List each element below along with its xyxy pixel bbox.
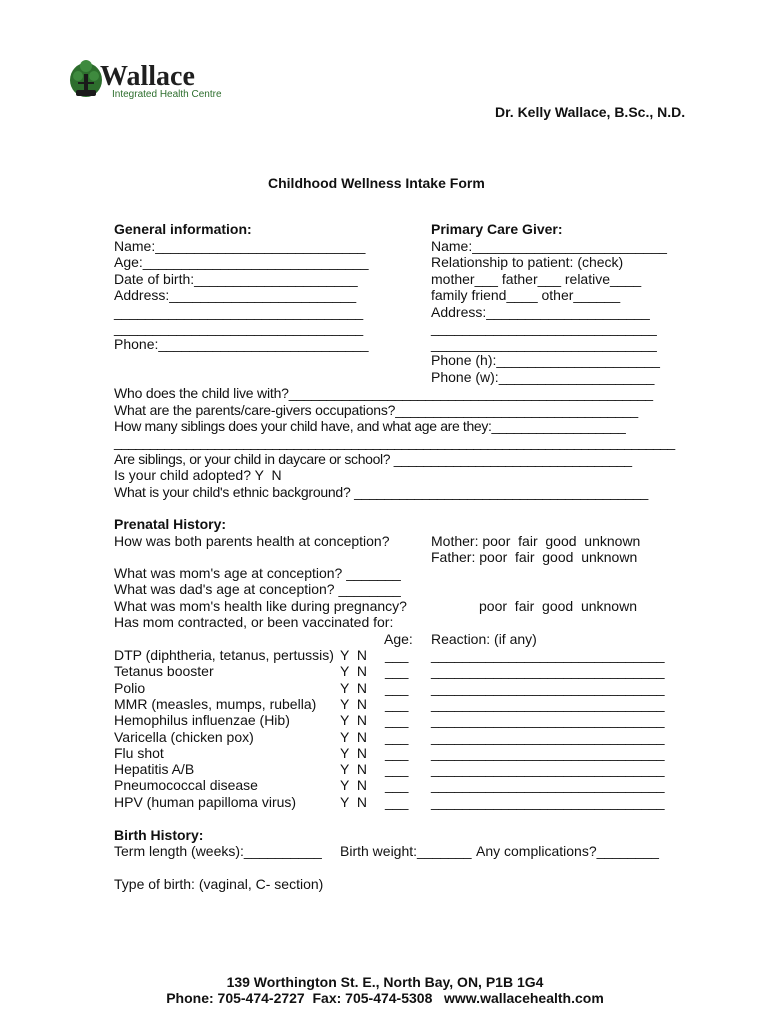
birth-type-question[interactable]: Type of birth: (vaginal, C- section) — [114, 876, 324, 892]
vaccine-reaction-field[interactable]: ______________________________ — [431, 761, 665, 777]
question-siblings-line-2[interactable]: ______________________________________________________________________________ — [114, 434, 675, 450]
birth-heading: Birth History: — [114, 827, 204, 843]
vaccine-age-field[interactable]: ___ — [385, 794, 409, 810]
vaccine-yes-no[interactable]: Y N — [340, 761, 367, 777]
vaccine-reaction-field[interactable]: ______________________________ — [431, 777, 665, 793]
caregiver-relationship-options-2[interactable]: family friend____ other______ — [431, 287, 621, 303]
vaccine-reaction-field[interactable]: ______________________________ — [431, 647, 665, 663]
vaccine-name: Varicella (chicken pox) — [114, 729, 254, 745]
caregiver-phone-home-field[interactable]: Phone (h):_____________________ — [431, 352, 660, 368]
mom-age-field[interactable]: What was mom's age at conception? _______ — [114, 565, 401, 581]
caregiver-address-line-3[interactable]: _____________________________ — [431, 336, 657, 352]
caregiver-address-field[interactable]: Address:_____________________ — [431, 304, 650, 320]
vaccine-reaction-field[interactable]: ______________________________ — [431, 663, 665, 679]
vaccinated-question: Has mom contracted, or been vaccinated for: — [114, 614, 394, 630]
prenatal-heading: Prenatal History: — [114, 516, 227, 532]
vaccine-age-field[interactable]: ___ — [385, 729, 409, 745]
term-length-field[interactable]: Term length (weeks):__________ — [114, 843, 322, 859]
footer-address: 139 Worthington St. E., North Bay, ON, P1B 1G4 — [226, 974, 544, 990]
vaccine-name: Tetanus booster — [114, 663, 214, 679]
general-address-line-2[interactable]: ________________________________ — [114, 304, 364, 320]
vaccine-name: DTP (diphtheria, tetanus, pertussis) — [114, 647, 334, 663]
vaccine-name: MMR (measles, mumps, rubella) — [114, 696, 317, 712]
logo-subtitle: Integrated Health Centre — [112, 89, 222, 100]
vaccine-age-field[interactable]: ___ — [385, 663, 409, 679]
birth-weight-field[interactable]: Birth weight:_______ — [340, 843, 472, 859]
father-health-options[interactable]: Father: poor fair good unknown — [431, 549, 638, 565]
caregiver-address-line-2[interactable]: _____________________________ — [431, 320, 657, 336]
dad-age-field[interactable]: What was dad's age at conception? ________ — [114, 581, 401, 597]
age-column-header: Age: — [384, 631, 413, 647]
vaccine-reaction-field[interactable]: ______________________________ — [431, 794, 665, 810]
doctor-name: Dr. Kelly Wallace, B.Sc., N.D. — [495, 104, 686, 120]
general-phone-field[interactable]: Phone:___________________________ — [114, 336, 369, 352]
general-dob-field[interactable]: Date of birth:_____________________ — [114, 271, 358, 287]
caregiver-phone-work-field[interactable]: Phone (w):____________________ — [431, 369, 655, 385]
vaccine-age-field[interactable]: ___ — [385, 712, 409, 728]
vaccine-age-field[interactable]: ___ — [385, 745, 409, 761]
vaccine-name: HPV (human papilloma virus) — [114, 794, 297, 810]
vaccine-yes-no[interactable]: Y N — [340, 663, 367, 679]
vaccine-reaction-field[interactable]: ______________________________ — [431, 729, 665, 745]
caregiver-relationship-label: Relationship to patient: (check) — [431, 254, 624, 270]
question-siblings[interactable]: How many siblings does your child have, and what age are they:__________________ — [114, 418, 626, 434]
vaccine-age-field[interactable]: ___ — [385, 761, 409, 777]
vaccine-yes-no[interactable]: Y N — [340, 729, 367, 745]
caregiver-relationship-options[interactable]: mother___ father___ relative____ — [431, 271, 642, 287]
caregiver-heading: Primary Care Giver: — [431, 221, 563, 237]
reaction-column-header: Reaction: (if any) — [431, 631, 537, 647]
vaccine-reaction-field[interactable]: ______________________________ — [431, 696, 665, 712]
vaccine-name: Polio — [114, 680, 146, 696]
form-title: Childhood Wellness Intake Form — [268, 175, 485, 191]
vaccine-name: Hemophilus influenzae (Hib) — [114, 712, 290, 728]
vaccine-yes-no[interactable]: Y N — [340, 680, 367, 696]
vaccine-age-field[interactable]: ___ — [385, 647, 409, 663]
mom-health-options[interactable]: poor fair good unknown — [479, 598, 637, 614]
question-ethnic[interactable]: What is your child's ethnic background? _______________________________________ — [114, 484, 649, 500]
vaccine-reaction-field[interactable]: ______________________________ — [431, 680, 665, 696]
general-heading: General information: — [114, 221, 252, 237]
prenatal-health-question: How was both parents health at conception? — [114, 533, 390, 549]
footer-contact: Phone: 705-474-2727 Fax: 705-474-5308 www.wallacehealth.com — [166, 990, 604, 1006]
vaccine-yes-no[interactable]: Y N — [340, 745, 367, 761]
question-lives-with[interactable]: Who does the child live with?________________________________________________ — [114, 385, 653, 401]
logo-wordmark: Wallace — [100, 61, 195, 92]
vaccine-yes-no[interactable]: Y N — [340, 696, 367, 712]
caregiver-name-field[interactable]: Name:_________________________ — [431, 238, 667, 254]
mom-health-question: What was mom's health like during pregnancy? — [114, 598, 407, 614]
vaccine-reaction-field[interactable]: ______________________________ — [431, 745, 665, 761]
vaccine-age-field[interactable]: ___ — [385, 680, 409, 696]
general-address-line-3[interactable]: ________________________________ — [114, 320, 364, 336]
question-occupations[interactable]: What are the parents/care-givers occupations?________________________________ — [114, 402, 639, 418]
general-name-field[interactable]: Name:___________________________ — [114, 238, 366, 254]
vaccine-reaction-field[interactable]: ______________________________ — [431, 712, 665, 728]
mother-health-options[interactable]: Mother: poor fair good unknown — [431, 533, 641, 549]
question-adopted[interactable]: Is your child adopted? Y N — [114, 467, 282, 483]
vaccine-yes-no[interactable]: Y N — [340, 794, 367, 810]
vaccine-name: Flu shot — [114, 745, 164, 761]
question-daycare[interactable]: Are siblings, or your child in daycare or school? ________________________________ — [114, 451, 632, 467]
vaccine-yes-no[interactable]: Y N — [340, 712, 367, 728]
general-address-field[interactable]: Address:________________________ — [114, 287, 357, 303]
vaccine-yes-no[interactable]: Y N — [340, 647, 367, 663]
vaccine-yes-no[interactable]: Y N — [340, 777, 367, 793]
complications-field[interactable]: Any complications?________ — [476, 843, 659, 859]
vaccine-age-field[interactable]: ___ — [385, 777, 409, 793]
general-age-field[interactable]: Age:_____________________________ — [114, 254, 369, 270]
vaccine-age-field[interactable]: ___ — [385, 696, 409, 712]
vaccine-name: Hepatitis A/B — [114, 761, 195, 777]
vaccine-name: Pneumococcal disease — [114, 777, 258, 793]
